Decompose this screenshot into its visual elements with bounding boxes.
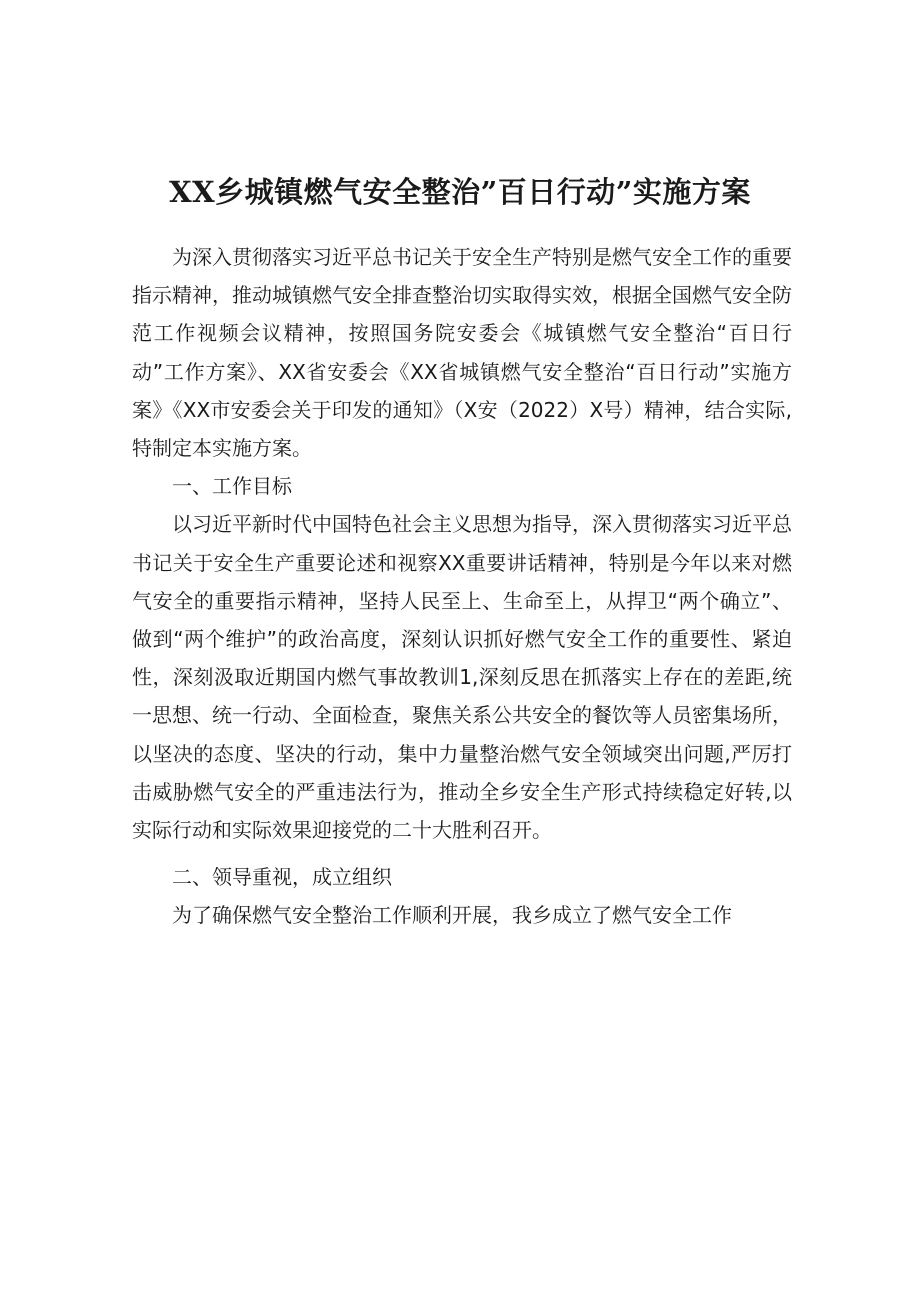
paragraph-gap [132, 849, 792, 858]
document-body [132, 238, 792, 935]
section-heading-leadership: 二、领导重视，成立组织 [172, 865, 392, 890]
goals-paragraph: 以习近平新时代中国特色社会主义思想为指导，深入贯彻落实习近平总书记关于安全生产重要论述和视察XX重要讲话精神，特别是今年以来对燃气安全的重要指示精神，坚持人民至上、生命至上，从捍卫“两个确立”、做到“两个维护”的政治高度，深刻认识抓好燃气安全工作的重要性、紧迫性，深刻汲取近期国内燃气事故教训1,深刻反思在抓落实上存在的差距,统一思想、统一行动、全面检查，聚焦关系公共安全的餐饮等人员密集场所，以坚决的态度、坚决的行动，集中力量整治燃气安全领域突出问题,严厉打击威胁燃气安全的严重违法行为，推动全乡安全生产形式持续稳定好转,以实际行动和实际效果迎接党的二十大胜利召开。 [132, 512, 792, 843]
intro-paragraph: 为深入贯彻落实习近平总书记关于安全生产特别是燃气安全工作的重要指示精神，推动城镇燃气安全排查整治切实取得实效，根据全国燃气安全防范工作视频会议精神，按照国务院安委会《城镇燃气安全整治“百日行动”工作方案》、XX省安委会《XX省城镇燃气安全整治“百日行动”实施方案》《XX市安委会关于印发的通知》（X安（2022）X号）精神，结合实际,特制定本实施方案。 [132, 245, 792, 461]
section-heading-goals: 一、工作目标 [172, 474, 292, 499]
document-title: XX乡城镇燃气安全整治”百日行动”实施方案 [169, 175, 751, 209]
leadership-paragraph: 为了确保燃气安全整治工作顺利开展，我乡成立了燃气安全工作 [172, 903, 732, 928]
